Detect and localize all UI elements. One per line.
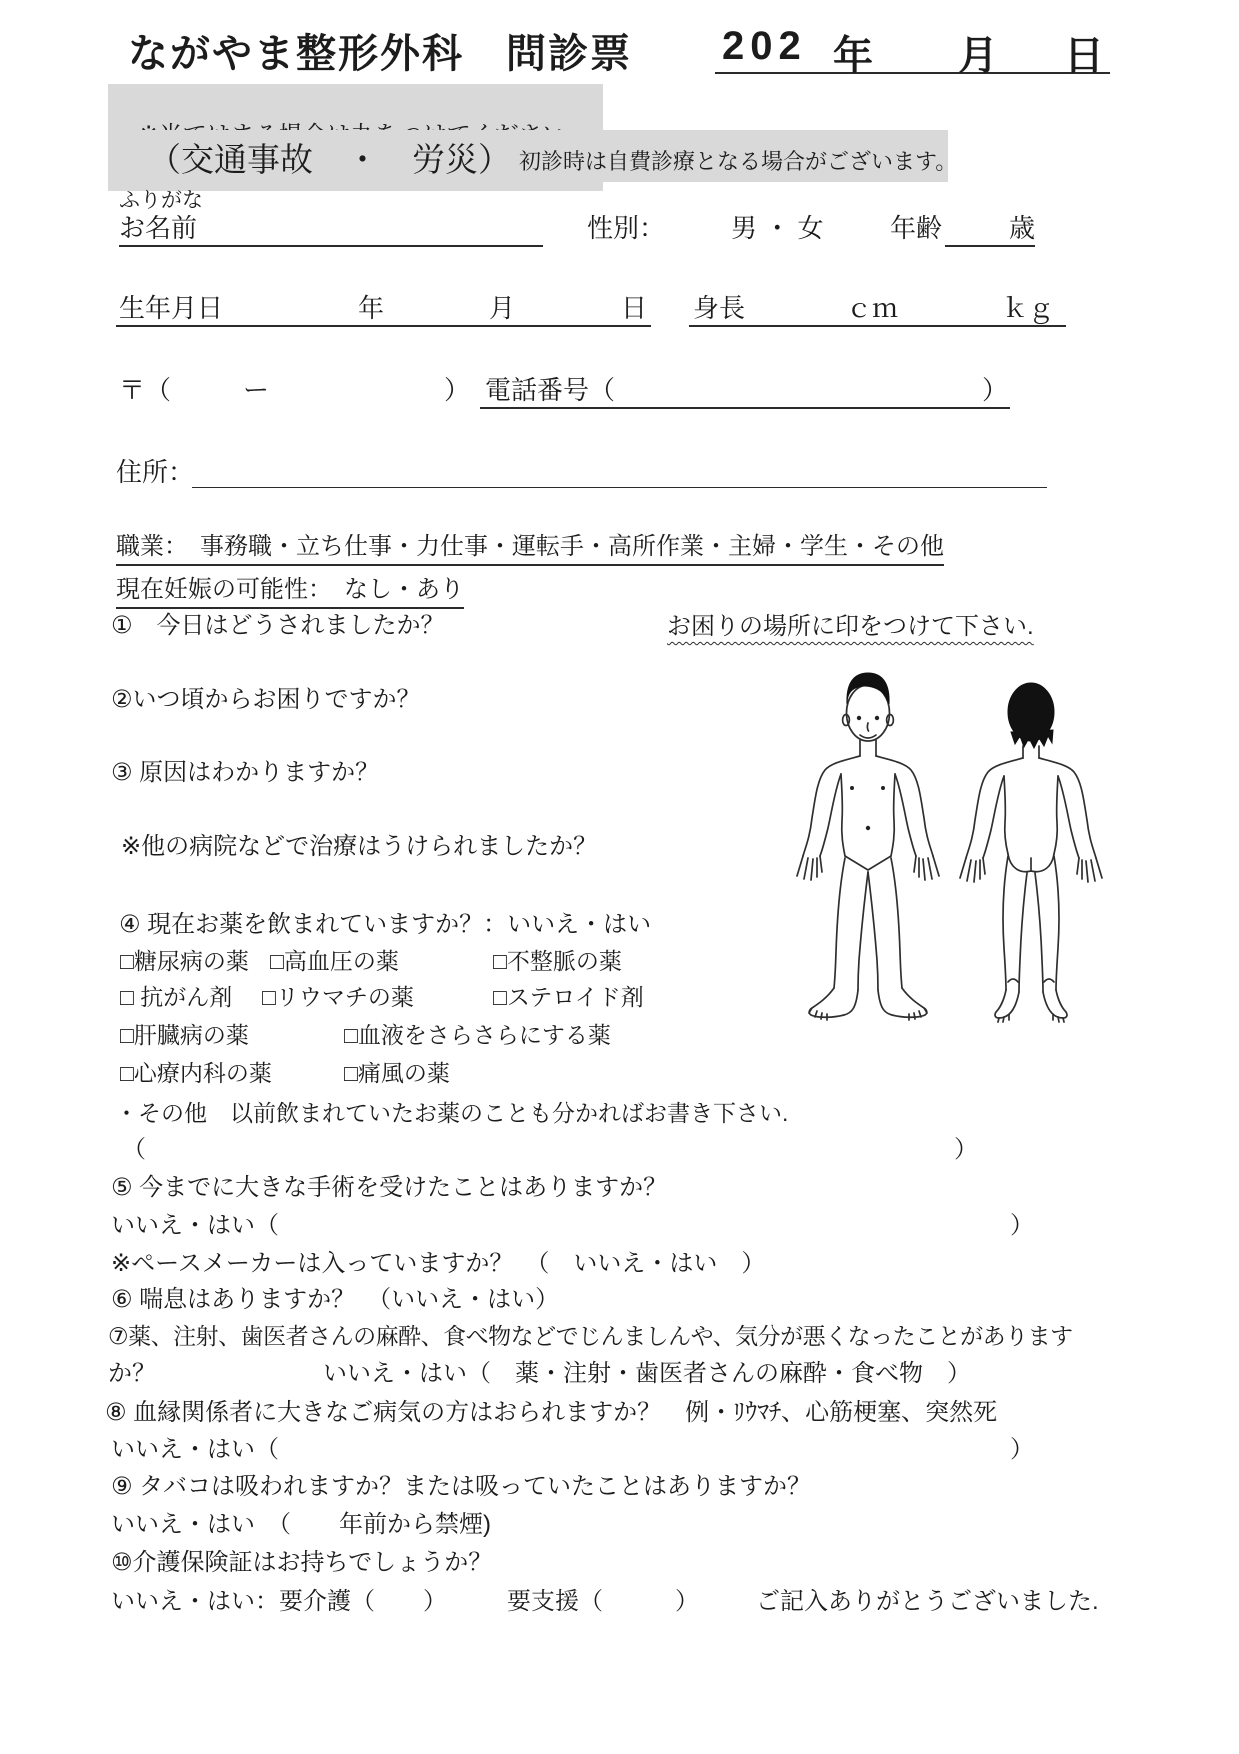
body-diagram-front <box>797 673 939 1020</box>
question-7-answer: いいえ・はい（ 薬・注射・歯医者さんの麻酔・食べ物 ） <box>323 1360 971 1387</box>
sex-label: 性別： <box>587 213 666 243</box>
checkbox-steroid: □ステロイド剤 <box>493 984 644 1010</box>
accident-banner <box>115 130 958 182</box>
question-5-answer-close: ） <box>1010 1212 1034 1239</box>
checkbox-arrhythmia: □不整脈の薬 <box>493 948 622 974</box>
dob-day: 日 <box>621 293 648 323</box>
age-field <box>945 212 1035 247</box>
phone-label: 電話番号（ <box>485 375 616 405</box>
checkbox-psychosomatic: □心療内科の薬 <box>120 1060 272 1086</box>
date-month-label: 月 <box>958 34 1000 78</box>
question-10: ⑩介護保険証はお持ちでしょうか？ <box>111 1549 493 1576</box>
question-7-line2-head: か？ <box>108 1360 156 1387</box>
sex-options: 男 ・ 女 <box>731 213 824 243</box>
question-2: ②いつ頃からお困りですか？ <box>111 686 421 713</box>
checkbox-liver: □肝臓病の薬 <box>120 1022 249 1048</box>
phone-field <box>480 374 1010 409</box>
name-field <box>119 212 543 247</box>
address-label: 住所： <box>116 457 195 487</box>
other-hospital-question: ※他の病院などで治療はうけられましたか？ <box>121 833 598 860</box>
page-title: ながやま整形外科 問診票 <box>128 32 632 76</box>
furigana-label: ふりがな <box>119 189 203 212</box>
thanks-note: ご記入ありがとうございました. <box>756 1588 1099 1615</box>
question-9: ⑨ タバコは吸われますか？または吸っていたことはありますか？ <box>111 1473 811 1500</box>
question-1: ① 今日はどうされましたか？ <box>111 612 445 639</box>
height-weight-field <box>689 292 1066 327</box>
question-5: ⑤ 今までに大きな手術を受けたことはありますか？ <box>111 1174 668 1201</box>
first-visit-note: 初診時は自費診療となる場合がございます。 <box>519 149 958 174</box>
phone-close: ） <box>981 375 1008 405</box>
body-mark-instruction: お困りの場所に印をつけて下さい. <box>667 613 1034 640</box>
checkbox-gout: □痛風の薬 <box>344 1060 450 1086</box>
address-field <box>192 456 1047 488</box>
question-10-answer: いいえ・はい：要介護（ ） 要支援（ ） <box>111 1588 699 1615</box>
body-diagram <box>755 660 1155 1025</box>
age-unit: 歳 <box>1008 213 1035 243</box>
question-3: ③ 原因はわかりますか？ <box>111 759 380 786</box>
date-year-prefix: 202 <box>722 24 807 68</box>
birthdate-field <box>116 292 651 327</box>
question-4: ④ 現在お薬を飲まれていますか？：いいえ・はい <box>119 911 652 938</box>
age-label: 年齢 <box>890 213 943 243</box>
dob-month: 月 <box>489 293 516 323</box>
date-year-label: 年 <box>833 34 875 78</box>
checkbox-hypertension: □高血圧の薬 <box>270 948 399 974</box>
postal-dash: ー <box>243 375 270 405</box>
body-diagram-back <box>960 683 1102 1022</box>
checkbox-blood-thinner: □血液をさらさらにする薬 <box>344 1022 611 1048</box>
height-label: 身長 <box>693 293 746 323</box>
checkbox-rheumatism: □リウマチの薬 <box>262 984 414 1010</box>
name-label: お名前 <box>119 213 198 243</box>
question-5-answer: いいえ・はい（ <box>111 1212 279 1239</box>
question-7-line1: ⑦薬、注射、歯医者さんの麻酔、食べ物などでじんましんや、気分が悪くなったことがあります <box>108 1323 1073 1349</box>
pregnancy-line: 現在妊娠の可能性： なし・あり <box>116 574 464 609</box>
checkbox-anticancer: □ 抗がん剤 <box>120 984 233 1010</box>
question-8: ⑧ 血縁関係者に大きなご病気の方はおられますか？ 例・ﾘｳﾏﾁ、心筋梗塞、突然死 <box>105 1399 998 1426</box>
medication-paren-close: ） <box>954 1136 978 1163</box>
date-field <box>715 24 1110 78</box>
postal-prefix: 〒（ <box>119 375 172 405</box>
dob-year: 年 <box>358 293 385 323</box>
weight-unit: ｋｇ <box>1002 293 1055 323</box>
checkbox-diabetes: □糖尿病の薬 <box>120 948 249 974</box>
dob-label: 生年月日 <box>119 293 224 323</box>
question-8-answer: いいえ・はい（ <box>111 1436 279 1463</box>
medication-paren-open: （ <box>122 1136 146 1163</box>
pacemaker-question: ※ペースメーカーは入っていますか？ （ いいえ・はい ） <box>111 1250 766 1277</box>
medication-other-note: ・その他 以前飲まれていたお薬のことも分かればお書き下さい. <box>115 1100 789 1126</box>
question-6: ⑥ 喘息はありますか？ （いいえ・はい） <box>111 1286 560 1313</box>
postal-close: ） <box>444 375 471 405</box>
accident-options: （交通事故 ・ 労災） <box>148 141 511 178</box>
occupation-line: 職業： 事務職・立ち仕事・力仕事・運転手・高所作業・主婦・学生・その他 <box>116 531 944 566</box>
question-9-answer: いいえ・はい （ 年前から禁煙) <box>111 1511 491 1538</box>
date-day-label: 日 <box>1064 34 1106 78</box>
height-unit: ｃｍ <box>846 293 899 323</box>
question-8-answer-close: ） <box>1010 1436 1034 1463</box>
